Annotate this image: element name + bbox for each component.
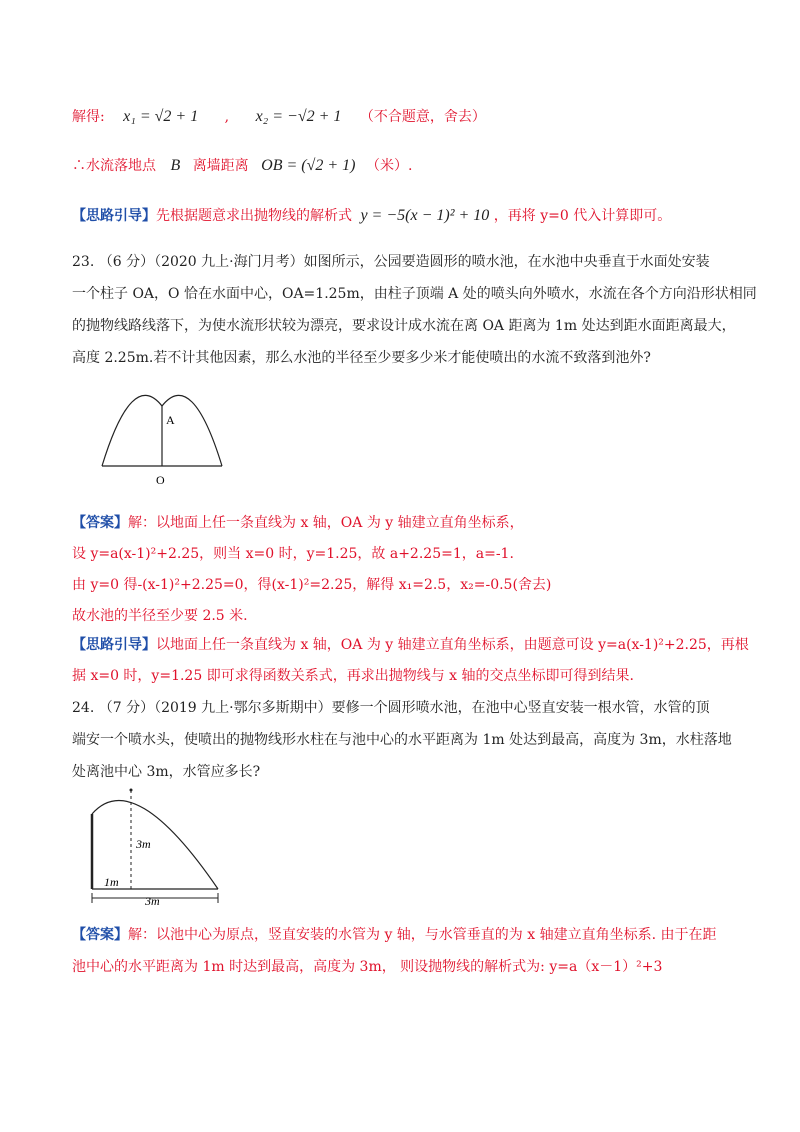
ans24-text-1: 解：以池中心为原点，竖直安装的水管为 y 轴，与水管垂直的为 x 轴建立直角坐标系. 由于在距	[128, 927, 717, 943]
label-3m-base: 3m	[145, 894, 160, 908]
q23-line-3: 的抛物线路线落下，为使水流形状较为漂亮，要求设计成水流在离 OA 距离为 1m 处达到距水面距离最大，	[72, 318, 736, 334]
label-height-3m: 3m	[136, 837, 151, 851]
hint23-tag: 【思路引导】	[72, 637, 156, 653]
ans23-line-4: 故水池的半径至少要 2.5 米.	[72, 608, 248, 624]
ob-expression: OB = (√2 + 1)	[261, 157, 356, 174]
ans23-line-3: 由 y=0 得-(x-1)²+2.25=0，得(x-1)²=2.25，解得 x₁=2.5，x₂=-0.5(舍去)	[72, 577, 552, 593]
ans24-line-2: 池中心的水平距离为 1m 时达到最高，高度为 3m， 则设抛物线的解析式为: y=a（x－1）²+3	[72, 959, 663, 975]
q24-line-1: 24. （7 分）（2019 九上·鄂尔多斯期中）要修一个圆形喷水池，在池中心竖直安装一根水管，水管的顶	[72, 700, 710, 716]
fountain-figure-24	[80, 780, 230, 915]
unit-meter: （米）.	[365, 158, 413, 174]
hint23-text-1: 以地面上任一条直线为 x 轴，OA 为 y 轴建立直角坐标系，由题意可设 y=a(x-1)²+2.25，再根	[156, 637, 749, 653]
q23-line-2: 一个柱子 OA，O 恰在水面中心，OA=1.25m，由柱子顶端 A 处的喷头向外喷水，水流在各个方向沿形状相同	[72, 286, 757, 302]
hint-line-1	[72, 205, 671, 225]
landing-point-line	[72, 155, 412, 175]
hint23-line-1	[72, 634, 749, 654]
label-a: A	[166, 413, 175, 427]
distance-label: 离墙距离	[192, 158, 249, 174]
ans23-line-2: 设 y=a(x-1)²+2.25，则当 x=0 时，y=1.25，故 a+2.25=1，a=-1.	[72, 546, 514, 562]
root-x1: x₁ = √2 + 1	[123, 108, 199, 125]
vertex-point	[130, 789, 133, 792]
parabola-expression: y = −5(x − 1)² + 10	[360, 207, 490, 224]
q24-line-2: 端安一个喷水头，使喷出的抛物线形水柱在与池中心的水平距离为 1m 处达到最高，高度为 3m，水柱落地	[72, 732, 732, 748]
ans23-text-1: 解：以地面上任一条直线为 x 轴，OA 为 y 轴建立直角坐标系，	[128, 515, 524, 531]
fountain-figure-23	[90, 380, 240, 490]
solution-prefix: 解得:	[72, 109, 105, 125]
q23-line-1: 23. （6 分）（2020 九上·海门月考）如图所示，公园要造圆形的喷水池，在水池中央垂直于水面处安装	[72, 254, 710, 270]
right-parabola	[162, 395, 222, 466]
answer-24-tag: 【答案】	[72, 927, 128, 943]
q23-line-4: 高度 2.25m.若不计其他因素，那么水池的半径至少要多少米才能使喷出的水流不致落到池外?	[72, 350, 651, 366]
comma: ,	[224, 109, 230, 125]
q24-line-3: 处离池中心 3m，水管应多长?	[72, 764, 261, 780]
ans24-line-1	[72, 924, 717, 944]
reject-note: （不合题意，舍去）	[359, 109, 486, 125]
hint-text-a: 先根据题意求出抛物线的解析式	[156, 208, 352, 224]
root-x2: x₂ = −√2 + 1	[255, 108, 342, 125]
left-parabola	[102, 395, 162, 466]
label-o: O	[156, 473, 165, 487]
label-1m: 1m	[104, 875, 119, 889]
ans23-line-1	[72, 512, 524, 532]
hint23-line-2: 据 x=0 时，y=1.25 即可求得函数关系式，再求出抛物线与 x 轴的交点坐标即可得到结果.	[72, 668, 634, 684]
landing-prefix: ∴水流落地点	[72, 158, 156, 174]
solution-line	[72, 106, 486, 126]
point-b: B	[170, 157, 181, 174]
hint-tag: 【思路引导】	[72, 208, 156, 224]
answer-tag: 【答案】	[72, 515, 128, 531]
hint-text-b: ，再将 y=0 代入计算即可。	[493, 208, 672, 224]
